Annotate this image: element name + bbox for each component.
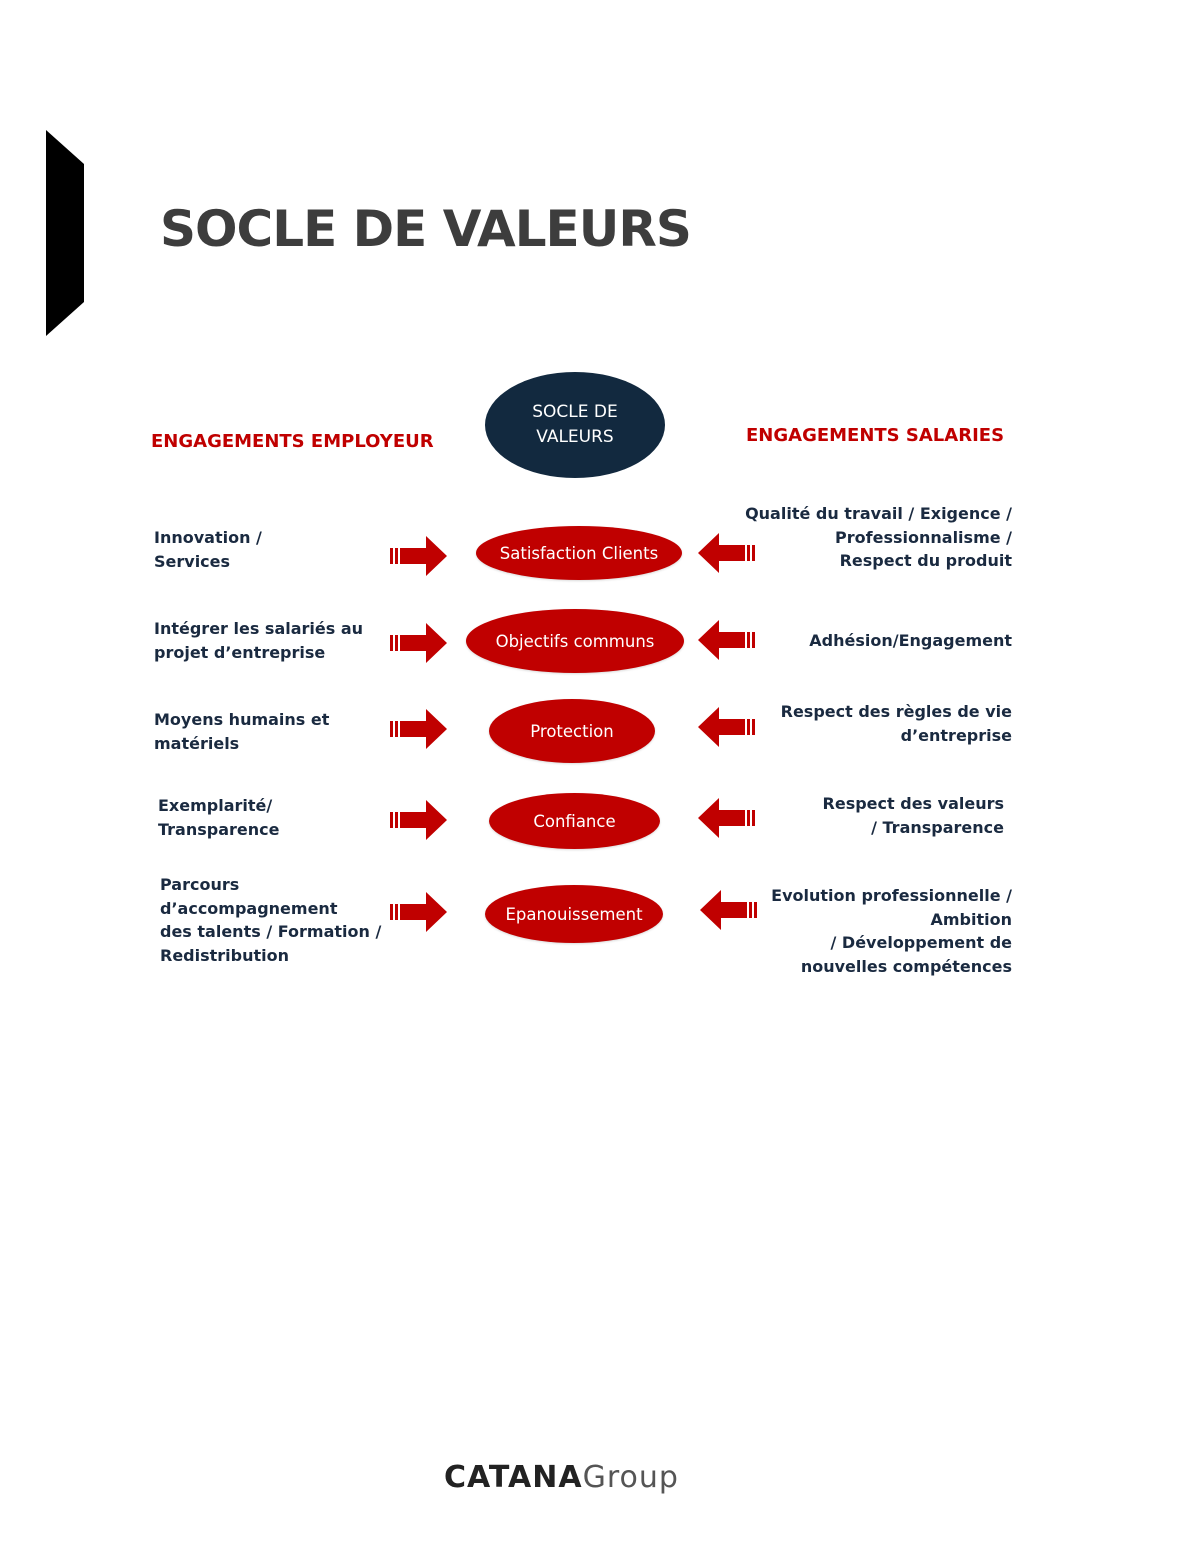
arrow-right-icon bbox=[390, 892, 448, 932]
employee-commitment-5: Evolution professionnelle / Ambition / Développement de nouvelles compétences bbox=[771, 886, 1012, 976]
page-title: SOCLE DE VALEURS bbox=[160, 200, 691, 258]
arrow-right-icon bbox=[390, 800, 448, 840]
value-satisfaction-clients bbox=[476, 526, 682, 580]
value-confiance bbox=[489, 793, 660, 849]
logo-part-group: Group bbox=[582, 1460, 679, 1495]
value-protection bbox=[489, 699, 655, 763]
logo-part-catana: CATANA bbox=[444, 1460, 583, 1495]
employer-commitment-1: Innovation / Services bbox=[154, 528, 262, 571]
employee-commitment-3: Respect des règles de vie d’entreprise bbox=[780, 702, 1012, 745]
employee-commitment-1: Qualité du travail / Exigence / Professionnalisme / Respect du produit bbox=[745, 504, 1012, 570]
value-label: Epanouissement bbox=[505, 904, 643, 924]
employer-commitment-2: Intégrer les salariés au projet d’entreprise bbox=[154, 619, 364, 662]
value-label: Protection bbox=[530, 721, 614, 741]
arrow-right-icon bbox=[390, 536, 448, 576]
center-node-values-base bbox=[485, 372, 665, 478]
arrow-left-icon bbox=[699, 890, 757, 930]
header-employee-commitments: ENGAGEMENTS SALARIES bbox=[746, 425, 1005, 446]
arrow-left-icon bbox=[697, 707, 755, 747]
value-epanouissement bbox=[485, 885, 663, 943]
center-node-label: SOCLE DE VALEURS bbox=[532, 402, 618, 447]
arrow-left-icon bbox=[697, 620, 755, 660]
value-label: Objectifs communs bbox=[495, 631, 655, 651]
arrow-left-icon bbox=[697, 798, 755, 838]
employee-commitment-4: Respect des valeurs / Transparence bbox=[822, 794, 1004, 837]
black-tab-decoration bbox=[46, 130, 86, 336]
value-label: Satisfaction Clients bbox=[499, 543, 659, 563]
header-employer-commitments: ENGAGEMENTS EMPLOYEUR bbox=[151, 431, 434, 452]
arrow-right-icon bbox=[390, 709, 448, 749]
value-label: Confiance bbox=[533, 811, 616, 831]
employer-commitment-3: Moyens humains et matériels bbox=[154, 710, 330, 753]
employer-commitment-4: Exemplarité/ Transparence bbox=[158, 796, 280, 839]
arrow-right-icon bbox=[390, 623, 448, 663]
catana-group-logo bbox=[444, 1460, 679, 1495]
employer-commitment-5: Parcours d’accompagnement des talents / Formation / Redistribution bbox=[160, 875, 382, 965]
employee-commitment-2: Adhésion/Engagement bbox=[809, 631, 1012, 650]
value-objectifs-communs bbox=[466, 609, 684, 673]
